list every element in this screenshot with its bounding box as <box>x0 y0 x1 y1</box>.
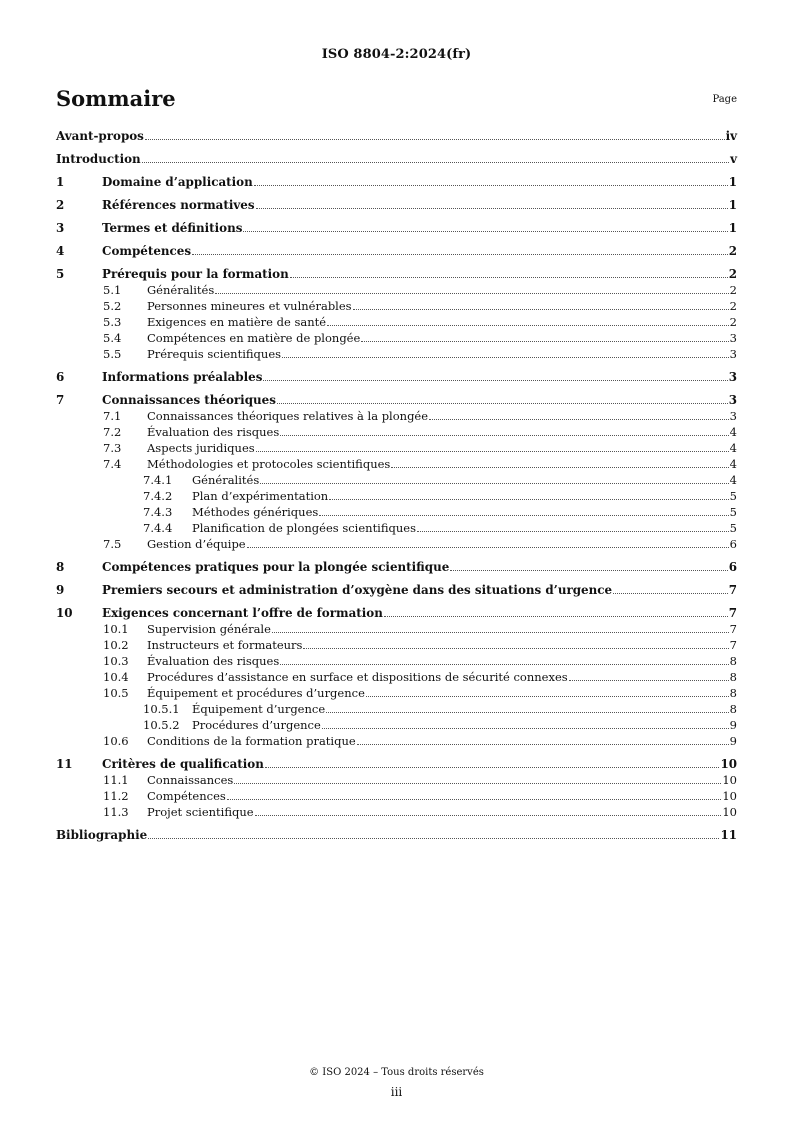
toc-entry[interactable] <box>56 266 737 282</box>
toc-entry-number: 5 <box>56 267 65 281</box>
toc-entry-label: Procédures d’urgence <box>192 718 321 732</box>
toc-entry-line <box>147 298 737 314</box>
document-header: ISO 8804-2:2024(fr) <box>321 47 472 62</box>
toc-entry-line <box>56 128 737 144</box>
toc-entry[interactable] <box>56 504 737 520</box>
toc-entry[interactable] <box>56 520 737 536</box>
toc-entry-line <box>102 392 737 408</box>
toc-entry-number: 2 <box>56 198 65 212</box>
toc-entry-line <box>56 827 737 843</box>
toc-entry[interactable] <box>56 440 737 456</box>
toc-entry-line <box>147 408 737 424</box>
toc-entry-label: Premiers secours et administration d’oxygène dans des situations d’urgence <box>102 583 613 597</box>
toc-entry-line <box>147 637 737 653</box>
toc-entry-label: Exigences concernant l’offre de formation <box>102 606 383 620</box>
toc-entry-number: 7.4.4 <box>143 521 173 535</box>
toc-entry-label: Compétences en matière de plongée <box>147 331 361 345</box>
toc-entry-line <box>147 282 737 298</box>
toc-entry-number: 10.3 <box>103 654 129 668</box>
toc-entry[interactable] <box>56 717 737 733</box>
toc-entry-page: 3 <box>729 409 737 423</box>
toc-entry-line <box>147 685 737 701</box>
toc-entry-page: 5 <box>729 489 737 503</box>
toc-entry-line <box>102 220 737 236</box>
toc-entry[interactable] <box>56 582 737 598</box>
toc-entry-label: Exigences en matière de santé <box>147 315 327 329</box>
toc-entry-page: 7 <box>729 622 737 636</box>
toc-entry-page: 1 <box>728 175 737 189</box>
dot-leader <box>613 582 728 594</box>
toc-entry-number: 7.4 <box>103 457 122 471</box>
toc-entry-page: 8 <box>729 686 737 700</box>
toc-entry-line <box>147 346 737 362</box>
toc-entry-line <box>102 756 737 772</box>
toc-entry[interactable] <box>56 685 737 701</box>
toc-entry-number: 5.1 <box>103 283 122 297</box>
dot-leader <box>247 536 729 548</box>
toc-entry-label: Méthodologies et protocoles scientifiques <box>147 457 391 471</box>
toc-entry[interactable] <box>56 733 737 749</box>
toc-entry[interactable] <box>56 605 737 621</box>
toc-entry[interactable] <box>56 369 737 385</box>
page-number: iii <box>390 1085 403 1099</box>
toc-entry[interactable] <box>56 621 737 637</box>
dot-leader <box>256 440 729 452</box>
toc-entry-line <box>147 733 737 749</box>
toc-entry-line <box>147 536 737 552</box>
toc-entry-line <box>192 717 737 733</box>
dot-leader <box>303 637 728 649</box>
toc-entry-number: 5.4 <box>103 331 122 345</box>
toc-entry-number: 7.1 <box>103 409 122 423</box>
toc-entry-line <box>102 369 737 385</box>
toc-entry-number: 7 <box>56 393 65 407</box>
toc-entry-number: 10.4 <box>103 670 129 684</box>
dot-leader <box>322 717 729 729</box>
toc-entry-line <box>147 772 737 788</box>
toc-entry[interactable] <box>56 804 737 820</box>
toc-entry-page: 5 <box>729 521 737 535</box>
toc-entry-label: Prérequis scientifiques <box>147 347 282 361</box>
toc-entry-line <box>102 266 737 282</box>
toc-entry-page: 2 <box>729 299 737 313</box>
toc-entry-page: 4 <box>729 441 737 455</box>
toc-entry-label: Connaissances théoriques relatives à la plongée <box>147 409 429 423</box>
toc-entry-line <box>192 472 737 488</box>
toc-entry-line <box>102 174 737 190</box>
toc-entry[interactable] <box>56 827 737 843</box>
toc-entry-label: Compétences <box>147 789 226 803</box>
toc-title: Sommaire <box>56 86 176 111</box>
toc-entry-line <box>147 804 737 820</box>
toc-entry-line <box>102 559 737 575</box>
dot-leader <box>417 520 729 532</box>
dot-leader <box>366 685 729 697</box>
dot-leader <box>243 220 727 232</box>
dot-leader <box>192 243 728 255</box>
toc-entry-number: 5.2 <box>103 299 122 313</box>
toc-entry-number: 10.6 <box>103 734 129 748</box>
toc-entry-line <box>192 504 737 520</box>
toc-entry-label: Introduction <box>56 152 141 166</box>
toc-entry-page: 10 <box>722 805 737 819</box>
dot-leader <box>353 298 729 310</box>
toc-entry[interactable] <box>56 314 737 330</box>
dot-leader <box>260 472 728 484</box>
toc-entry-label: Domaine d’application <box>102 175 253 189</box>
toc-entry-label: Planification de plongées scientifiques <box>192 521 417 535</box>
toc-entry[interactable] <box>56 701 737 717</box>
toc-entry-number: 10.2 <box>103 638 129 652</box>
toc-entry-label: Projet scientifique <box>147 805 254 819</box>
toc-entry-number: 7.3 <box>103 441 122 455</box>
dot-leader <box>280 653 728 665</box>
dot-leader <box>329 488 728 500</box>
toc-entry-page: 7 <box>728 583 737 597</box>
dot-leader <box>319 504 728 516</box>
toc-entry-page: 8 <box>729 670 737 684</box>
toc-entry-page: 3 <box>729 331 737 345</box>
toc-entry[interactable] <box>56 488 737 504</box>
toc-entry-line <box>192 520 737 536</box>
toc-entry-number: 1 <box>56 175 65 189</box>
toc-entry-label: Supervision générale <box>147 622 271 636</box>
dot-leader <box>227 788 722 800</box>
toc-entry-number: 3 <box>56 221 65 235</box>
dot-leader <box>391 456 728 468</box>
dot-leader <box>326 701 729 713</box>
table-of-contents <box>56 128 737 843</box>
toc-entry-label: Plan d’expérimentation <box>192 489 329 503</box>
toc-entry-page: 7 <box>729 638 737 652</box>
toc-entry-label: Références normatives <box>102 198 255 212</box>
toc-entry-number: 11.1 <box>103 773 129 787</box>
toc-entry-label: Évaluation des risques <box>147 425 280 439</box>
toc-entry-label: Termes et définitions <box>102 221 243 235</box>
dot-leader <box>255 804 722 816</box>
toc-entry-line <box>147 653 737 669</box>
toc-entry-line <box>147 330 737 346</box>
toc-entry-line <box>192 701 737 717</box>
toc-entry-number: 7.5 <box>103 537 122 551</box>
toc-entry-label: Bibliographie <box>56 828 148 842</box>
toc-entry-number: 10.1 <box>103 622 129 636</box>
dot-leader <box>361 330 728 342</box>
toc-entry-label: Connaissances <box>147 773 234 787</box>
toc-entry-number: 8 <box>56 560 65 574</box>
toc-entry[interactable] <box>56 282 737 298</box>
toc-entry-label: Instructeurs et formateurs <box>147 638 303 652</box>
toc-entry-line <box>102 243 737 259</box>
toc-entry-line <box>147 456 737 472</box>
toc-entry[interactable] <box>56 653 737 669</box>
toc-entry-page: 2 <box>729 283 737 297</box>
toc-entry-label: Équipement d’urgence <box>192 702 326 716</box>
toc-entry-line <box>147 621 737 637</box>
toc-entry-line <box>102 197 737 213</box>
toc-entry[interactable] <box>56 472 737 488</box>
toc-entry-label: Personnes mineures et vulnérables <box>147 299 352 313</box>
toc-entry-page: 2 <box>728 267 737 281</box>
dot-leader <box>384 605 728 617</box>
toc-entry-page: v <box>730 152 737 166</box>
toc-entry[interactable] <box>56 772 737 788</box>
toc-entry-number: 10.5.1 <box>143 702 180 716</box>
dot-leader <box>256 197 728 209</box>
toc-entry-label: Généralités <box>192 473 260 487</box>
toc-entry-number: 9 <box>56 583 65 597</box>
toc-entry-page: 10 <box>720 757 737 771</box>
dot-leader <box>148 827 719 839</box>
toc-entry[interactable] <box>56 788 737 804</box>
toc-entry-label: Connaissances théoriques <box>102 393 276 407</box>
toc-entry-number: 11.3 <box>103 805 129 819</box>
toc-entry-line <box>147 669 737 685</box>
toc-entry[interactable] <box>56 456 737 472</box>
toc-entry-page: iv <box>725 129 737 143</box>
toc-entry[interactable] <box>56 197 737 213</box>
toc-entry-label: Prérequis pour la formation <box>102 267 289 281</box>
toc-entry-number: 5.5 <box>103 347 122 361</box>
dot-leader <box>215 282 728 294</box>
dot-leader <box>290 266 728 278</box>
toc-entry-page: 11 <box>720 828 737 842</box>
toc-entry-line <box>102 582 737 598</box>
toc-entry[interactable] <box>56 424 737 440</box>
toc-entry[interactable] <box>56 243 737 259</box>
toc-entry[interactable] <box>56 536 737 552</box>
toc-entry-page: 1 <box>728 221 737 235</box>
toc-entry-number: 10.5 <box>103 686 129 700</box>
toc-entry-number: 10 <box>56 606 73 620</box>
toc-entry-page: 4 <box>729 457 737 471</box>
toc-entry-label: Compétences <box>102 244 192 258</box>
toc-entry-line <box>102 605 737 621</box>
toc-entry-number: 5.3 <box>103 315 122 329</box>
toc-entry[interactable] <box>56 756 737 772</box>
toc-entry-label: Compétences pratiques pour la plongée scientifique <box>102 560 450 574</box>
toc-entry-label: Équipement et procédures d’urgence <box>147 686 365 700</box>
dot-leader <box>145 128 725 140</box>
toc-entry[interactable] <box>56 174 737 190</box>
toc-entry-number: 7.4.1 <box>143 473 173 487</box>
toc-entry-label: Critères de qualification <box>102 757 264 771</box>
toc-entry-number: 7.4.2 <box>143 489 173 503</box>
toc-entry[interactable] <box>56 330 737 346</box>
dot-leader <box>265 756 720 768</box>
toc-entry-page: 8 <box>729 654 737 668</box>
toc-entry-page: 9 <box>729 734 737 748</box>
toc-entry-page: 4 <box>729 425 737 439</box>
toc-title-row <box>56 86 737 114</box>
copyright-footer: © ISO 2024 – Tous droits réservés <box>309 1067 484 1078</box>
toc-entry-number: 4 <box>56 244 65 258</box>
toc-entry-page: 4 <box>729 473 737 487</box>
toc-entry-page: 2 <box>728 244 737 258</box>
toc-entry-line <box>56 151 737 167</box>
toc-entry-page: 1 <box>728 198 737 212</box>
toc-entry-page: 10 <box>722 773 737 787</box>
toc-entry-label: Méthodes génériques <box>192 505 319 519</box>
toc-entry-page: 3 <box>729 347 737 361</box>
toc-entry[interactable] <box>56 298 737 314</box>
dot-leader <box>450 559 727 571</box>
toc-entry-line <box>147 424 737 440</box>
toc-entry-page: 7 <box>728 606 737 620</box>
toc-entry[interactable] <box>56 637 737 653</box>
toc-entry-line <box>147 788 737 804</box>
dot-leader <box>569 669 729 681</box>
toc-entry-label: Aspects juridiques <box>147 441 255 455</box>
toc-entry-page: 10 <box>722 789 737 803</box>
dot-leader <box>272 621 729 633</box>
toc-entry-number: 11 <box>56 757 73 771</box>
toc-entry-line <box>192 488 737 504</box>
dot-leader <box>282 346 729 358</box>
toc-entry[interactable] <box>56 151 737 167</box>
toc-entry[interactable] <box>56 346 737 362</box>
toc-entry[interactable] <box>56 220 737 236</box>
toc-entry-page: 8 <box>729 702 737 716</box>
toc-entry-label: Procédures d’assistance en surface et dispositions de sécurité connexes <box>147 670 568 684</box>
toc-entry[interactable] <box>56 559 737 575</box>
toc-entry-label: Généralités <box>147 283 215 297</box>
toc-entry-page: 5 <box>729 505 737 519</box>
toc-entry-label: Conditions de la formation pratique <box>147 734 356 748</box>
toc-entry-number: 6 <box>56 370 65 384</box>
toc-entry-page: 2 <box>729 315 737 329</box>
toc-entry-label: Évaluation des risques <box>147 654 280 668</box>
toc-entry[interactable] <box>56 408 737 424</box>
page-column-label: Page <box>712 94 737 105</box>
toc-entry[interactable] <box>56 392 737 408</box>
toc-entry-label: Gestion d’équipe <box>147 537 246 551</box>
toc-entry-label: Avant-propos <box>56 129 144 143</box>
dot-leader <box>357 733 729 745</box>
toc-entry-page: 6 <box>728 560 737 574</box>
dot-leader <box>327 314 729 326</box>
toc-entry-page: 3 <box>728 370 737 384</box>
toc-entry-page: 6 <box>729 537 737 551</box>
toc-entry-page: 9 <box>729 718 737 732</box>
toc-entry-number: 7.2 <box>103 425 122 439</box>
toc-entry[interactable] <box>56 128 737 144</box>
dot-leader <box>429 408 729 420</box>
dot-leader <box>254 174 728 186</box>
toc-entry-page: 3 <box>728 393 737 407</box>
dot-leader <box>263 369 727 381</box>
toc-entry-label: Informations préalables <box>102 370 263 384</box>
dot-leader <box>277 392 728 404</box>
toc-entry-number: 11.2 <box>103 789 129 803</box>
toc-entry-line <box>147 314 737 330</box>
toc-entry-number: 7.4.3 <box>143 505 173 519</box>
toc-entry-line <box>147 440 737 456</box>
dot-leader <box>234 772 721 784</box>
toc-entry-number: 10.5.2 <box>143 718 180 732</box>
dot-leader <box>142 151 729 163</box>
dot-leader <box>280 424 728 436</box>
toc-entry[interactable] <box>56 669 737 685</box>
